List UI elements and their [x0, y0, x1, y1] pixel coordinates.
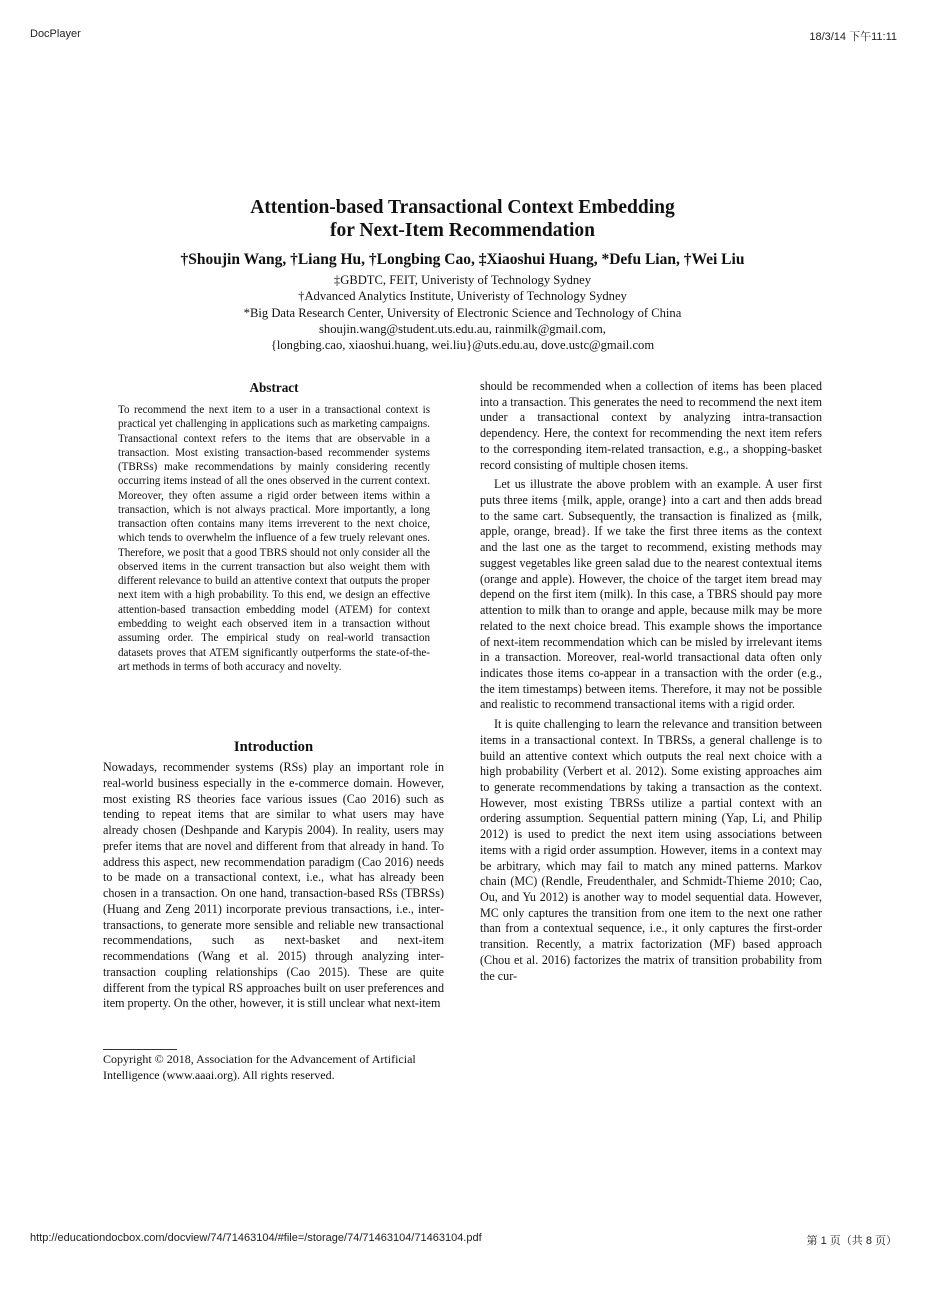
page-indicator: 第 1 页（共 8 页） [806, 1235, 897, 1247]
affiliation-line: †Advanced Analytics Institute, Univeristy of Technology Sydney [298, 289, 627, 304]
body-paragraph: should be recommended when a collection of items has been placed into a transaction. This generates the need to recommend the next item under a transactional context by analyzing intra-transaction dependency. Here, the context for recommending the next item refers to the corresponding item-related transaction, e.g., a shopping-basket record consisting of multiple chosen items. [480, 379, 822, 472]
author-list: †Shoujin Wang, †Liang Hu, †Longbing Cao, ‡Xiaoshui Huang, *Defu Lian, †Wei Liu [180, 251, 745, 268]
body-paragraph: Let us illustrate the above problem with an example. A user first puts three items {milk, apple, orange} into a cart and then adds bread to the same cart. Subsequently, the transaction is finalized as {milk, apple, orange, bread}. If we take the first three items as the context and the last one as the target to recommend, existing methods may suggest vegetables like green salad due to the nearest contextual items (orange and apple). However, the choice of the target item bread may depend on the first item (milk). In this case, a TBRS should pay more attention to milk than to orange and apple, because milk may be more related to the next choice bread. This example shows the importance of next-item recommendation which can be misled by irrelevant items in a transaction. Moreover, real-world transactional data often only indicates those items co-appear in a transaction with the order (e.g., the item timestamps) between items. Therefore, it may not be possible and realistic to recommend transactional items with a rigid order. [480, 477, 822, 712]
paper-title [0, 196, 925, 242]
introduction-text: Nowadays, recommender systems (RSs) play an important role in real-world business especially in the e-commerce domain. However, most existing RS theories face various issues (Cao 2016) such as tending to repeat items that are similar to what users may have already chosen (Deshpande and Karypis 2004). In reality, users may prefer items that are novel and different from that already in hand. To address this aspect, new recommendation paradigm (Cao 2016) needs to be made on a transactional context, i.e., what has already been chosen in a transaction. On one hand, transaction-based RSs (TBRSs) (Huang and Zeng 2011) incorporate previous transactions, i.e., inter-transactions, to generate more sensible and reliable new transactional recommendations, such as next-basket and next-item recommendations (Wang et al. 2015) through analyzing inter-transaction coupling relationships (Cao 2015). These are quite different from the typical RS approaches built on user preferences and item property. On the other, however, it is still unclear what next-item [103, 760, 444, 1011]
print-datetime: 18/3/14 下午11:11 [809, 31, 897, 43]
affiliations [0, 272, 925, 353]
abstract-text: To recommend the next item to a user in a transactional context is practical yet challenging in applications such as marketing campaigns. Transactional context refers to the items that are observable in a transaction. Most existing transaction-based recommender systems (TBRSs) make recommendations by mainly considering recently occurring items instead of all the ones observed in the current context. Moreover, they often assume a rigid order between items within a transaction, which is not always practical. More importantly, a long transaction often contains many items irreverent to the next choice, which tends to overwhelm the influence of a few truely relevant ones. Therefore, we posit that a good TBRS should not only consider all the observed items in the current transaction but also weight them with different relevance to build an attentive context that outputs the proper next item with a high probability. To this end, we design an effective attention-based transaction embedding model (ATEM) for context embedding to weight each observed item in a transaction without assuming order. The empirical study on real-world transaction datasets proves that ATEM significantly outperforms the state-of-the-art methods in terms of both accuracy and novelty. [118, 404, 430, 673]
affiliation-line: ‡GBDTC, FEIT, Univeristy of Technology Sydney [333, 273, 592, 287]
abstract-heading: Abstract [249, 380, 299, 395]
body-paragraph: It is quite challenging to learn the relevance and transition between items in a transactional context. In TBRSs, a general challenge is to build an attentive context which outputs the real next choice with a high probability (Verbert et al. 2012). Some existing approaches aim to generate recommendations by taking a transaction as the context. However, most existing TBRSs utilize a partial context with an ordering assumption. Sequential pattern mining (Yap, Li, and Philip 2012) is used to predict the next item using associations between items with a rigid order assumption. However, items in a context may be arbitrary, which may fail to match any mined patterns. Markov chain (MC) (Rendle, Freudenthaler, and Schmidt-Thieme 2010; Cao, Ou, and Yu 2012) is another way to model sequential data. However, MC only captures the transition from one item to the next one rather than from a contextual sequence, i.e., it only captures the first-order transition. Recently, a matrix factorization (MF) based approach (Chou et al. 2016) factorizes the matrix of transition probability from the cur- [480, 717, 822, 983]
email-line: {longbing.cao, xiaoshui.huang, wei.liu}@uts.edu.au, dove.ustc@gmail.com [270, 338, 655, 353]
title-line-1: Attention-based Transactional Context Embedding [250, 197, 675, 218]
footnote-rule [103, 1049, 177, 1050]
right-column [480, 379, 822, 988]
copyright-notice: Copyright © 2018, Association for the Advancement of Artificial Intelligence (www.aaai.org). All rights reserved. [103, 1052, 416, 1082]
affiliation-line: *Big Data Research Center, University of Electronic Science and Technology of China [243, 305, 682, 320]
introduction-heading: Introduction [233, 739, 314, 755]
page-url: http://educationdocbox.com/docview/74/71463104/#file=/storage/74/71463104/71463104.pdf [30, 1232, 482, 1244]
site-name: DocPlayer [30, 28, 81, 40]
email-line: shoujin.wang@student.uts.edu.au, rainmilk@gmail.com, [319, 321, 606, 336]
title-line-2: for Next-Item Recommendation [330, 220, 595, 241]
